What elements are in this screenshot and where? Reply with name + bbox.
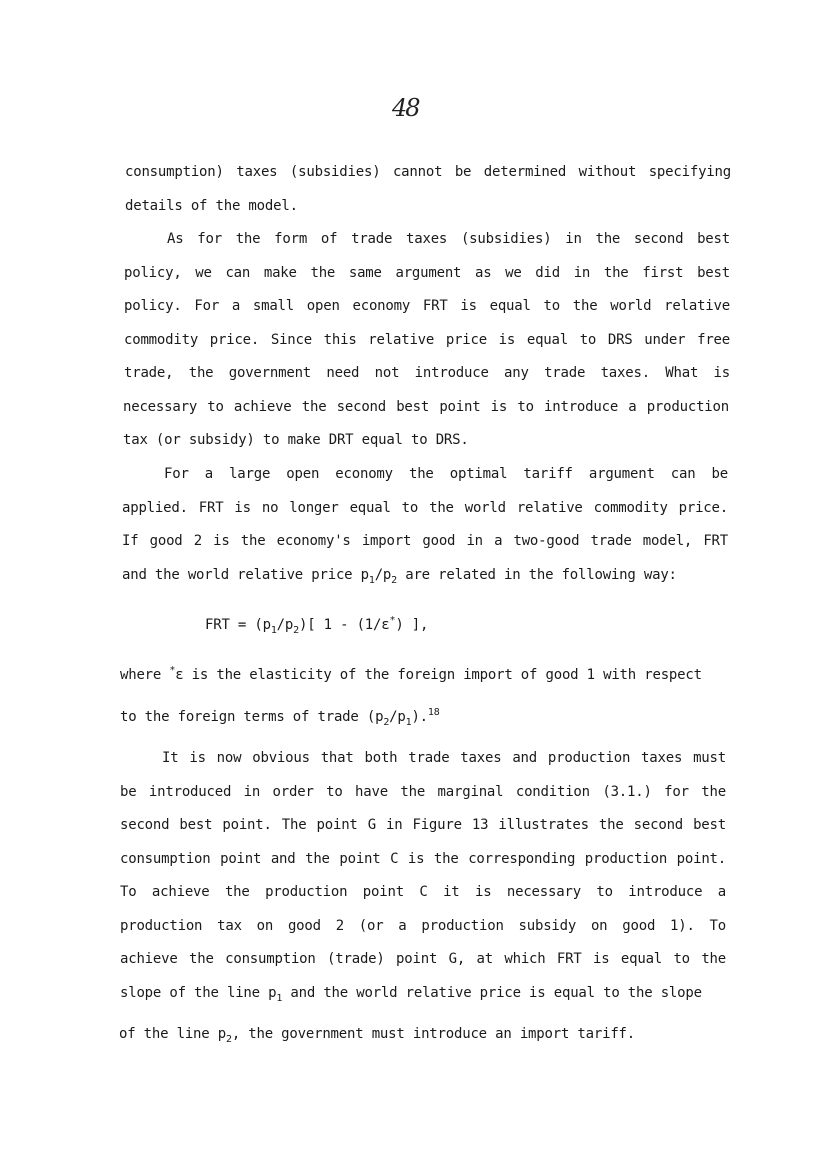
text-segment: and the world relative price is equal to the slope xyxy=(282,985,702,1001)
text-line: necessary to achieve the second best point is to introduce a production xyxy=(123,399,729,415)
text-line: tax (or subsidy) to make DRT equal to DRS. xyxy=(123,432,469,448)
subscript: 1 xyxy=(368,575,375,586)
text-segment: /p xyxy=(374,567,392,583)
frt-equation xyxy=(205,616,428,636)
text-line xyxy=(120,708,440,728)
text-line: consumption point and the point C is the corresponding production point. xyxy=(120,851,726,867)
text-line xyxy=(120,666,702,686)
text-segment: of the line p xyxy=(119,1026,226,1042)
equation-segment: /p xyxy=(276,617,294,633)
subscript: 2 xyxy=(225,1034,232,1045)
subscript: 2 xyxy=(293,625,299,636)
text-line-with-subscripts xyxy=(120,984,702,1004)
equation-segment: )[ 1 - (1/ε xyxy=(298,617,390,633)
text-segment: to the foreign terms of trade (p xyxy=(120,709,384,725)
text-segment: where xyxy=(120,667,170,683)
text-line: details of the model. xyxy=(125,198,298,214)
text-line: If good 2 is the economy's import good in a two-good trade model, FRT xyxy=(122,533,728,549)
text-line: policy, we can make the same argument as we did in the first best xyxy=(124,265,730,281)
subscript: 1 xyxy=(405,717,412,728)
text-line: For a large open economy the optimal tariff argument can be xyxy=(164,466,728,482)
text-segment: are related in the following way: xyxy=(397,567,677,583)
equation-segment: FRT = (p xyxy=(205,617,271,633)
superscript: * xyxy=(389,615,396,626)
text-segment: , the government must introduce an import tariff. xyxy=(231,1026,636,1042)
text-segment: ε is the elasticity of the foreign import of good 1 with respect xyxy=(175,667,702,683)
footnote-marker: 18 xyxy=(427,707,440,718)
text-segment: slope of the line p xyxy=(120,985,277,1001)
text-line: second best point. The point G in Figure 13 illustrates the second best xyxy=(120,817,726,833)
text-segment: and the world relative price p xyxy=(122,567,369,583)
page-number: 48 xyxy=(392,94,419,122)
text-segment: ). xyxy=(411,709,428,725)
text-line: applied. FRT is no longer equal to the world relative commodity price. xyxy=(122,500,728,516)
text-line: consumption) taxes (subsidies) cannot be determined without specifying xyxy=(125,164,731,180)
text-line: trade, the government need not introduce any trade taxes. What is xyxy=(124,365,730,381)
subscript: 1 xyxy=(276,993,283,1004)
text-line: be introduced in order to have the marginal condition (3.1.) for the xyxy=(120,784,726,800)
text-line: production tax on good 2 (or a production subsidy on good 1). To xyxy=(120,918,726,934)
superscript: * xyxy=(169,665,176,676)
text-line: policy. For a small open economy FRT is equal to the world relative xyxy=(124,298,730,314)
text-line: achieve the consumption (trade) point G, at which FRT is equal to the xyxy=(120,951,726,967)
text-line: To achieve the production point C it is necessary to introduce a xyxy=(120,884,726,900)
text-segment: /p xyxy=(389,709,406,725)
text-line-with-subscripts xyxy=(122,566,677,586)
subscript: 1 xyxy=(270,625,277,636)
equation-segment: ) ], xyxy=(395,617,429,633)
text-line: As for the form of trade taxes (subsidies) in the second best xyxy=(167,231,730,247)
text-line: It is now obvious that both trade taxes and production taxes must xyxy=(162,750,726,766)
text-line: commodity price. Since this relative price is equal to DRS under free xyxy=(124,332,730,348)
subscript: 2 xyxy=(391,575,397,586)
text-line-with-subscripts xyxy=(119,1025,635,1045)
subscript: 2 xyxy=(383,717,390,728)
